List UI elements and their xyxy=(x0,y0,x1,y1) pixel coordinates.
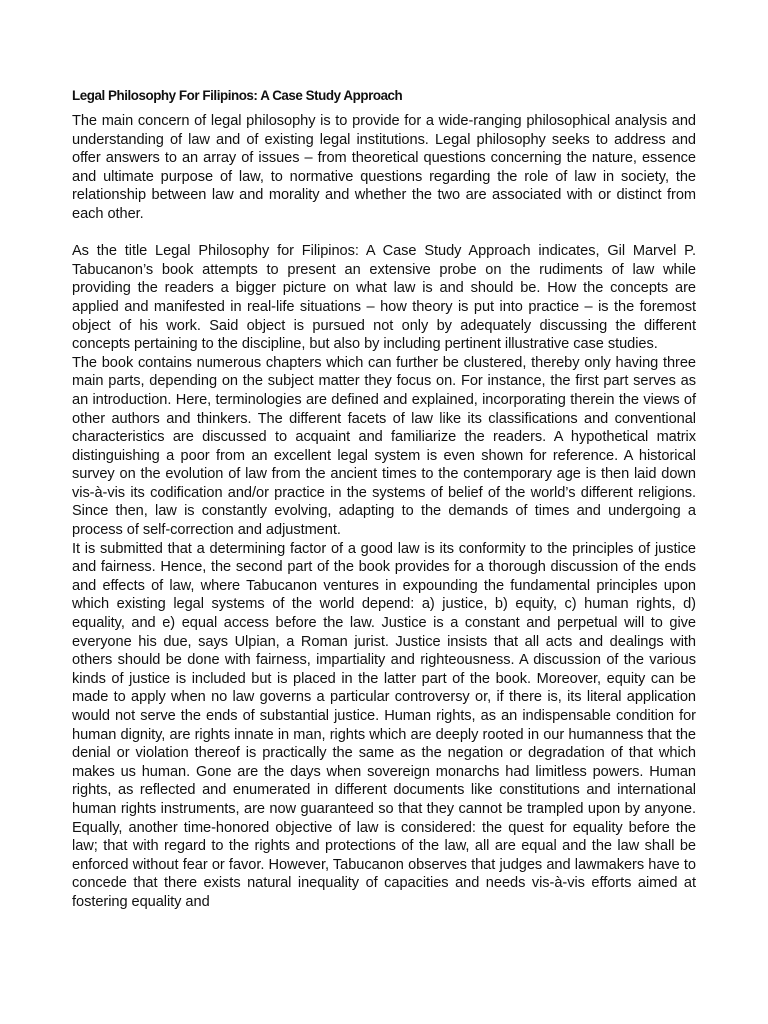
paragraph-intro: The main concern of legal philosophy is to provide for a wide-ranging philosophical analysis and understanding of law and of existing legal institutions. Legal philosophy seeks to address and offer answers to an array of issues – from theoretical questions concerning the nature, essence and ultimate purpose of law, to normative questions regarding the role of law in society, the relationship between law and morality and whether the two are associated with or distinct from each other. xyxy=(72,113,696,222)
document-title: Legal Philosophy For Filipinos: A Case Study Approach xyxy=(72,88,403,103)
paragraph-second-part: It is submitted that a determining factor of a good law is its conformity to the principles of justice and fairness. Hence, the second part of the book provides for a thorough discussion of the ends and effects of law, where Tabucanon ventures in expounding the fundamental principles upon which existing legal systems of the world depend: a) justice, b) equity, c) human rights, d) equality, and e) equal access before the law. Justice is a constant and perpetual will to give everyone his due, says Ulpian, a Roman jurist. Justice insists that all acts and dealings with others should be done with fairness, impartiality and righteousness. A discussion of the various kinds of justice is included but is placed in the latter part of the book. Moreover, equity can be made to apply when no law governs a particular controversy or, if there is, its literal application would not serve the ends of substantial justice. Human rights, as an indispensable condition for human dignity, are rights innate in man, rights which are deeply rooted in our humanness that the denial or violation thereof is practically the same as the negation or degradation of that which makes us human. Gone are the days when sovereign monarchs had limitless powers. Human rights, as reflected and enumerated in different documents like constitutions and international human rights instruments, are now guaranteed so that they cannot be trampled upon by anyone. Equally, another time-honored objective of law is considered: the quest for equality before the law; that with regard to the rights and protections of the law, all are equal and the law shall be enforced without fear or favor. However, Tabucanon observes that judges and lawmakers have to concede that there exists natural inequality of capacities and needs vis-à-vis efforts aimed at fostering equality and xyxy=(72,540,696,910)
paragraph-book-overview: As the title Legal Philosophy for Filipinos: A Case Study Approach indicates, Gil Marvel P. Tabucanon’s book attempts to present an extensive probe on the rudiments of law while providing the readers a bigger picture on what law is and should be. How the concepts are applied and manifested in real-life situations – how theory is put into practice – is the foremost object of his work. Said object is pursued not only by adequately discussing the different concepts pertaining to the discipline, but also by including pertinent illustrative case studies. xyxy=(72,243,696,353)
paragraph-first-part: The book contains numerous chapters which can further be clustered, thereby only having three main parts, depending on the subject matter they focus on. For instance, the first part serves as an introduction. Here, terminologies are defined and explained, incorporating therein the views of other authors and thinkers. The different facets of law like its classifications and conventional characteristics are discussed to acquaint and familiarize the readers. A hypothetical matrix distinguishing a poor from an excellent legal system is even shown for reference. A historical survey on the evolution of law from the ancient times to the contemporary age is then laid down vis-à-vis its codification and/or practice in the systems of belief of the world’s different religions. Since then, law is constantly evolving, adapting to the demands of times and undergoing a process of self-correction and adjustment. xyxy=(72,354,696,539)
document-page xyxy=(72,87,696,912)
